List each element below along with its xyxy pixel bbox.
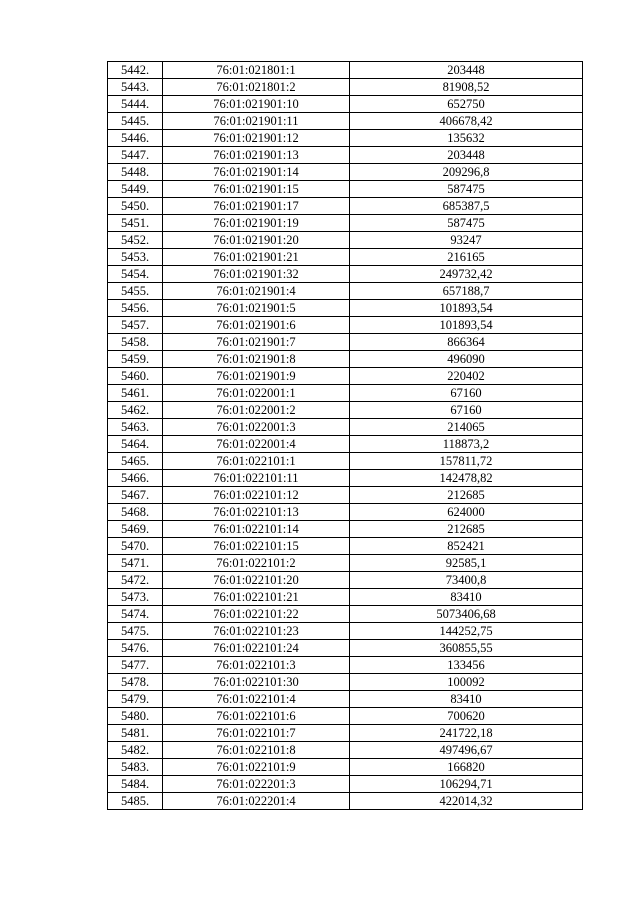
cadastral-value-cell: 496090	[350, 351, 583, 368]
cadastral-value-cell: 360855,55	[350, 640, 583, 657]
cadastral-number-cell: 76:01:022101:22	[163, 606, 350, 623]
cadastral-number-cell: 76:01:021901:20	[163, 232, 350, 249]
row-number-cell: 5452.	[108, 232, 163, 249]
table-row	[108, 623, 583, 640]
table-row	[108, 62, 583, 79]
row-number-cell: 5461.	[108, 385, 163, 402]
row-number-cell: 5453.	[108, 249, 163, 266]
cadastral-value-cell: 216165	[350, 249, 583, 266]
cadastral-value-cell: 101893,54	[350, 300, 583, 317]
table-row	[108, 249, 583, 266]
row-number-cell: 5468.	[108, 504, 163, 521]
cadastral-value-cell: 852421	[350, 538, 583, 555]
cadastral-number-cell: 76:01:022201:3	[163, 776, 350, 793]
cadastral-value-cell: 81908,52	[350, 79, 583, 96]
cadastral-number-cell: 76:01:022101:8	[163, 742, 350, 759]
row-number-cell: 5475.	[108, 623, 163, 640]
table-row	[108, 385, 583, 402]
table-row	[108, 691, 583, 708]
cadastral-number-cell: 76:01:021901:12	[163, 130, 350, 147]
row-number-cell: 5448.	[108, 164, 163, 181]
row-number-cell: 5482.	[108, 742, 163, 759]
table-row	[108, 470, 583, 487]
cadastral-number-cell: 76:01:021901:10	[163, 96, 350, 113]
table-row	[108, 402, 583, 419]
row-number-cell: 5442.	[108, 62, 163, 79]
row-number-cell: 5464.	[108, 436, 163, 453]
cadastral-number-cell: 76:01:022101:4	[163, 691, 350, 708]
table-row	[108, 147, 583, 164]
cadastral-number-cell: 76:01:022001:2	[163, 402, 350, 419]
cadastral-value-cell: 220402	[350, 368, 583, 385]
cadastral-number-cell: 76:01:022101:7	[163, 725, 350, 742]
table-row	[108, 317, 583, 334]
table-row	[108, 572, 583, 589]
cadastral-number-cell: 76:01:022101:2	[163, 555, 350, 572]
table-row	[108, 113, 583, 130]
table-row	[108, 96, 583, 113]
cadastral-value-cell: 249732,42	[350, 266, 583, 283]
row-number-cell: 5456.	[108, 300, 163, 317]
row-number-cell: 5454.	[108, 266, 163, 283]
row-number-cell: 5450.	[108, 198, 163, 215]
cadastral-number-cell: 76:01:021901:9	[163, 368, 350, 385]
row-number-cell: 5465.	[108, 453, 163, 470]
cadastral-number-cell: 76:01:021901:19	[163, 215, 350, 232]
cadastral-number-cell: 76:01:022201:4	[163, 793, 350, 810]
cadastral-value-cell: 241722,18	[350, 725, 583, 742]
row-number-cell: 5444.	[108, 96, 163, 113]
table-row	[108, 198, 583, 215]
table-row	[108, 555, 583, 572]
table-row	[108, 130, 583, 147]
cadastral-value-cell: 118873,2	[350, 436, 583, 453]
row-number-cell: 5483.	[108, 759, 163, 776]
row-number-cell: 5458.	[108, 334, 163, 351]
cadastral-number-cell: 76:01:022101:20	[163, 572, 350, 589]
cadastral-number-cell: 76:01:022101:13	[163, 504, 350, 521]
cadastral-value-cell: 106294,71	[350, 776, 583, 793]
cadastral-number-cell: 76:01:022101:12	[163, 487, 350, 504]
cadastral-value-cell: 83410	[350, 691, 583, 708]
table-row	[108, 436, 583, 453]
table-row	[108, 742, 583, 759]
cadastral-number-cell: 76:01:021901:5	[163, 300, 350, 317]
table-row	[108, 368, 583, 385]
cadastral-value-cell: 92585,1	[350, 555, 583, 572]
table-row	[108, 487, 583, 504]
row-number-cell: 5474.	[108, 606, 163, 623]
cadastral-number-cell: 76:01:022101:21	[163, 589, 350, 606]
row-number-cell: 5480.	[108, 708, 163, 725]
table-row	[108, 521, 583, 538]
cadastral-number-cell: 76:01:022101:24	[163, 640, 350, 657]
cadastral-number-cell: 76:01:022101:23	[163, 623, 350, 640]
table-row	[108, 504, 583, 521]
cadastral-value-cell: 212685	[350, 521, 583, 538]
cadastral-number-cell: 76:01:021901:8	[163, 351, 350, 368]
cadastral-number-cell: 76:01:021901:15	[163, 181, 350, 198]
table-row	[108, 266, 583, 283]
cadastral-number-cell: 76:01:022101:11	[163, 470, 350, 487]
cadastral-number-cell: 76:01:021901:7	[163, 334, 350, 351]
row-number-cell: 5479.	[108, 691, 163, 708]
row-number-cell: 5485.	[108, 793, 163, 810]
row-number-cell: 5469.	[108, 521, 163, 538]
cadastral-number-cell: 76:01:022101:6	[163, 708, 350, 725]
row-number-cell: 5481.	[108, 725, 163, 742]
table-row	[108, 164, 583, 181]
cadastral-number-cell: 76:01:021901:13	[163, 147, 350, 164]
row-number-cell: 5447.	[108, 147, 163, 164]
row-number-cell: 5484.	[108, 776, 163, 793]
cadastral-value-cell: 652750	[350, 96, 583, 113]
cadastral-value-cell: 67160	[350, 402, 583, 419]
cadastral-value-cell: 587475	[350, 215, 583, 232]
cadastral-value-cell: 83410	[350, 589, 583, 606]
cadastral-number-cell: 76:01:022101:15	[163, 538, 350, 555]
cadastral-value-cell: 497496,67	[350, 742, 583, 759]
table-row	[108, 776, 583, 793]
row-number-cell: 5478.	[108, 674, 163, 691]
cadastral-value-cell: 133456	[350, 657, 583, 674]
table-row	[108, 589, 583, 606]
cadastral-value-cell: 685387,5	[350, 198, 583, 215]
cadastral-value-cell: 203448	[350, 62, 583, 79]
cadastral-value-cell: 100092	[350, 674, 583, 691]
row-number-cell: 5467.	[108, 487, 163, 504]
row-number-cell: 5466.	[108, 470, 163, 487]
table-body	[108, 62, 583, 810]
cadastral-number-cell: 76:01:021801:1	[163, 62, 350, 79]
row-number-cell: 5445.	[108, 113, 163, 130]
table-row	[108, 419, 583, 436]
row-number-cell: 5470.	[108, 538, 163, 555]
cadastral-value-cell: 624000	[350, 504, 583, 521]
cadastral-number-cell: 76:01:021901:11	[163, 113, 350, 130]
table-row	[108, 759, 583, 776]
cadastral-number-cell: 76:01:022001:1	[163, 385, 350, 402]
row-number-cell: 5460.	[108, 368, 163, 385]
cadastral-number-cell: 76:01:021801:2	[163, 79, 350, 96]
row-number-cell: 5472.	[108, 572, 163, 589]
cadastral-value-cell: 166820	[350, 759, 583, 776]
cadastral-value-cell: 214065	[350, 419, 583, 436]
table-row	[108, 606, 583, 623]
row-number-cell: 5457.	[108, 317, 163, 334]
table-row	[108, 725, 583, 742]
cadastral-value-cell: 700620	[350, 708, 583, 725]
table-row	[108, 215, 583, 232]
table-row	[108, 538, 583, 555]
table-row	[108, 793, 583, 810]
cadastral-number-cell: 76:01:022101:3	[163, 657, 350, 674]
cadastral-number-cell: 76:01:022101:1	[163, 453, 350, 470]
cadastral-value-cell: 135632	[350, 130, 583, 147]
row-number-cell: 5451.	[108, 215, 163, 232]
cadastral-number-cell: 76:01:021901:21	[163, 249, 350, 266]
row-number-cell: 5473.	[108, 589, 163, 606]
cadastral-number-cell: 76:01:022101:14	[163, 521, 350, 538]
row-number-cell: 5443.	[108, 79, 163, 96]
table-row	[108, 657, 583, 674]
row-number-cell: 5463.	[108, 419, 163, 436]
table-row	[108, 79, 583, 96]
cadastral-value-cell: 93247	[350, 232, 583, 249]
row-number-cell: 5446.	[108, 130, 163, 147]
row-number-cell: 5459.	[108, 351, 163, 368]
cadastral-number-cell: 76:01:021901:32	[163, 266, 350, 283]
cadastral-value-cell: 73400,8	[350, 572, 583, 589]
cadastral-number-cell: 76:01:021901:14	[163, 164, 350, 181]
cadastral-number-cell: 76:01:022101:30	[163, 674, 350, 691]
cadastral-value-cell: 209296,8	[350, 164, 583, 181]
table-row	[108, 283, 583, 300]
row-number-cell: 5471.	[108, 555, 163, 572]
cadastral-value-table	[107, 61, 583, 810]
cadastral-value-cell: 5073406,68	[350, 606, 583, 623]
row-number-cell: 5477.	[108, 657, 163, 674]
table-row	[108, 708, 583, 725]
row-number-cell: 5476.	[108, 640, 163, 657]
cadastral-value-cell: 587475	[350, 181, 583, 198]
cadastral-value-cell: 142478,82	[350, 470, 583, 487]
table-row	[108, 453, 583, 470]
cadastral-value-cell: 657188,7	[350, 283, 583, 300]
cadastral-number-cell: 76:01:021901:4	[163, 283, 350, 300]
cadastral-value-cell: 101893,54	[350, 317, 583, 334]
cadastral-value-cell: 406678,42	[350, 113, 583, 130]
cadastral-number-cell: 76:01:022001:3	[163, 419, 350, 436]
cadastral-value-cell: 866364	[350, 334, 583, 351]
table-row	[108, 674, 583, 691]
cadastral-number-cell: 76:01:022101:9	[163, 759, 350, 776]
cadastral-value-cell: 67160	[350, 385, 583, 402]
table-row	[108, 640, 583, 657]
cadastral-value-cell: 203448	[350, 147, 583, 164]
row-number-cell: 5449.	[108, 181, 163, 198]
table-row	[108, 181, 583, 198]
cadastral-number-cell: 76:01:022001:4	[163, 436, 350, 453]
row-number-cell: 5455.	[108, 283, 163, 300]
cadastral-number-cell: 76:01:021901:17	[163, 198, 350, 215]
table-row	[108, 334, 583, 351]
table-row	[108, 300, 583, 317]
cadastral-value-cell: 422014,32	[350, 793, 583, 810]
cadastral-value-cell: 144252,75	[350, 623, 583, 640]
row-number-cell: 5462.	[108, 402, 163, 419]
cadastral-number-cell: 76:01:021901:6	[163, 317, 350, 334]
cadastral-value-cell: 157811,72	[350, 453, 583, 470]
table-row	[108, 351, 583, 368]
table-row	[108, 232, 583, 249]
cadastral-value-cell: 212685	[350, 487, 583, 504]
